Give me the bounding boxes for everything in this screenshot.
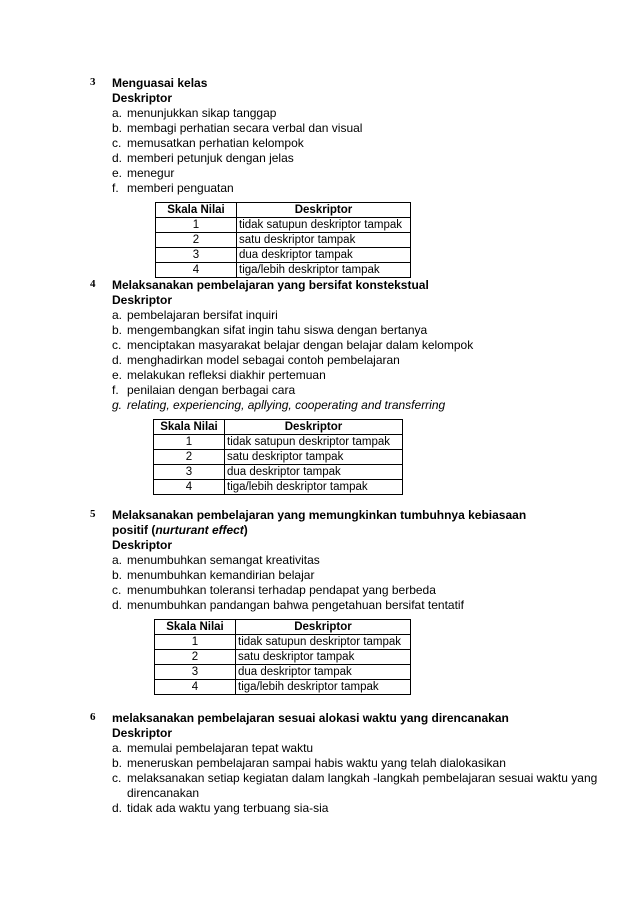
table-row: 1 tidak satupun deskriptor tampak: [156, 218, 411, 233]
descriptor-list: [112, 741, 610, 816]
table-row: 3 dua deskriptor tampak: [155, 665, 411, 680]
descriptor-list: [112, 308, 610, 413]
descriptor-list: [112, 553, 610, 613]
list-item: b. mengembangkan sifat ingin tahu siswa dengan bertanya: [112, 323, 428, 337]
list-item: b. menumbuhkan kemandirian belajar: [112, 568, 315, 582]
table-row: 4 tiga/lebih deskriptor tampak: [156, 263, 411, 278]
table-row: 1 tidak satupun deskriptor tampak: [155, 635, 411, 650]
section-title-line2: positif (nurturant effect): [112, 523, 248, 537]
table-row: 4 tiga/lebih deskriptor tampak: [155, 680, 411, 695]
list-item: a. menumbuhkan semangat kreativitas: [112, 553, 320, 567]
table-row: 2 satu deskriptor tampak: [154, 450, 403, 465]
header-desc: Deskriptor: [225, 420, 403, 435]
list-item: b. membagi perhatian secara verbal dan visual: [112, 121, 363, 135]
list-item: d. tidak ada waktu yang terbuang sia-sia: [112, 801, 329, 815]
section-5: [90, 508, 610, 613]
header-scale: Skala Nilai: [155, 620, 236, 635]
header-scale: Skala Nilai: [154, 420, 225, 435]
scale-table: [153, 419, 403, 495]
list-item: a. menunjukkan sikap tanggap: [112, 106, 277, 120]
list-item: f. penilaian dengan berbagai cara: [112, 383, 296, 397]
header-scale: Skala Nilai: [156, 203, 237, 218]
section-title: Menguasai kelas: [112, 76, 208, 90]
section-3: [90, 76, 610, 196]
table-row: 2 satu deskriptor tampak: [155, 650, 411, 665]
list-item: c. melaksanakan setiap kegiatan dalam langkah -langkah pembelajaran sesuai waktu yang direncanakan: [112, 771, 598, 800]
list-item: d. memberi petunjuk dengan jelas: [112, 151, 294, 165]
table-row: 2 satu deskriptor tampak: [156, 233, 411, 248]
descriptor-heading: Deskriptor: [112, 293, 173, 307]
list-item: g. relating, experiencing, apllying, cooperating and transferring: [112, 398, 446, 412]
list-item: b. meneruskan pembelajaran sampai habis waktu yang telah dialokasikan: [112, 756, 506, 770]
list-item: a. pembelajaran bersifat inquiri: [112, 308, 278, 322]
header-desc: Deskriptor: [237, 203, 411, 218]
section-title-line1: Melaksanakan pembelajaran yang memungkinkan tumbuhnya kebiasaan: [112, 508, 527, 522]
table-row: 1 tidak satupun deskriptor tampak: [154, 435, 403, 450]
section-title: Melaksanakan pembelajaran yang bersifat konstekstual: [112, 278, 429, 292]
list-item: c. menciptakan masyarakat belajar dengan belajar dalam kelompok: [112, 338, 474, 352]
list-item: c. menumbuhkan toleransi terhadap pendapat yang berbeda: [112, 583, 436, 597]
descriptor-list: [112, 106, 610, 196]
section-title: melaksanakan pembelajaran sesuai alokasi waktu yang direncanakan: [112, 711, 509, 725]
list-item: e. melakukan refleksi diakhir pertemuan: [112, 368, 326, 382]
table-row: 4 tiga/lebih deskriptor tampak: [154, 480, 403, 495]
section-number: 3: [90, 76, 96, 88]
scale-table: [154, 619, 411, 695]
header-desc: Deskriptor: [236, 620, 411, 635]
list-item: e. menegur: [112, 166, 175, 180]
list-item: d. menumbuhkan pandangan bahwa pengetahuan bersifat tentatif: [112, 598, 464, 612]
section-number: 4: [90, 278, 96, 290]
list-item: c. memusatkan perhatian kelompok: [112, 136, 304, 150]
descriptor-heading: Deskriptor: [112, 538, 173, 552]
descriptor-heading: Deskriptor: [112, 91, 173, 105]
list-item: a. memulai pembelajaran tepat waktu: [112, 741, 314, 755]
scale-table: [155, 202, 411, 278]
section-number: 5: [90, 508, 96, 520]
list-item: f. memberi penguatan: [112, 181, 234, 195]
list-item: d. menghadirkan model sebagai contoh pembelajaran: [112, 353, 400, 367]
section-number: 6: [90, 711, 96, 723]
table-row: 3 dua deskriptor tampak: [154, 465, 403, 480]
section-6: [90, 711, 610, 816]
section-4: [90, 278, 610, 413]
descriptor-heading: Deskriptor: [112, 726, 173, 740]
table-row: 3 dua deskriptor tampak: [156, 248, 411, 263]
